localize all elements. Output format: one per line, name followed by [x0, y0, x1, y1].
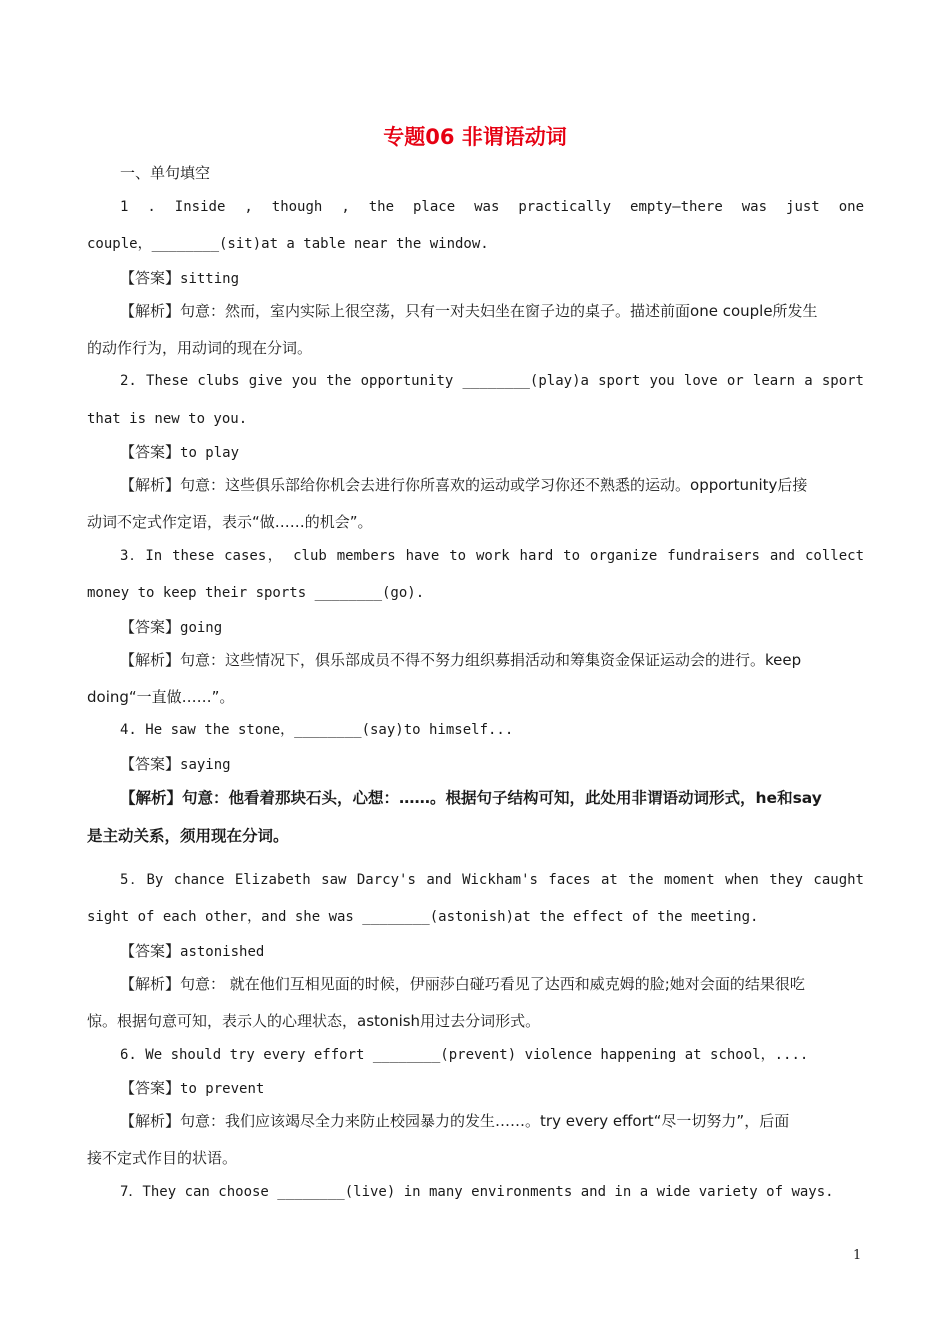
q6-analysis-line2: 接不定式作目的状语。	[87, 1149, 238, 1167]
analysis-label: 【解析】	[120, 476, 181, 494]
answer-value: going	[180, 620, 223, 636]
q4-text-line1: 4. He saw the stone，________(say)to himself...	[120, 722, 514, 738]
analysis-text: 句意：我们应该竭尽全力来防止校园暴力的发生……。try every effort“尽一切努力”，后面	[180, 1112, 790, 1130]
answer-label: 【答案】	[120, 1079, 181, 1097]
analysis-label: 【解析】	[120, 651, 181, 669]
page-number: 1	[853, 1248, 862, 1263]
q5-answer	[120, 940, 264, 963]
q3-answer	[120, 616, 222, 639]
q5-text-line1: 5．By chance Elizabeth saw Darcy's and Wickham's faces at the moment when they caught	[120, 872, 864, 888]
analysis-text: 句意：他看着那块石头，心想：……。根据句子结构可知，此处用非谓语动词形式，he和say	[182, 789, 822, 807]
answer-value: sitting	[180, 271, 240, 287]
answer-label: 【答案】	[120, 269, 181, 287]
q6-answer	[120, 1077, 264, 1100]
q1-answer	[120, 267, 239, 290]
q1-text-line2: couple，________(sit)at a table near the window.	[87, 236, 489, 252]
q4-analysis-line2: 是主动关系，须用现在分词。	[87, 827, 289, 845]
q2-answer	[120, 441, 239, 464]
q1-text-line1: 1 . Inside , though , the place was practically empty—there was just one	[120, 199, 864, 215]
q6-analysis-line1	[120, 1110, 789, 1133]
analysis-label: 【解析】	[120, 789, 183, 807]
q4-answer	[120, 753, 231, 776]
answer-value: to prevent	[180, 1081, 265, 1097]
analysis-text: 句意：然而，室内实际上很空荡，只有一对夫妇坐在窗子边的桌子。描述前面one couple所发生	[180, 302, 818, 320]
page-title: 专题06 非谓语动词	[383, 125, 567, 149]
analysis-text: 句意： 就在他们互相见面的时候，伊丽莎白碰巧看见了达西和威克姆的脸;她对会面的结果很吃	[180, 975, 805, 993]
q3-text-line2: money to keep their sports ________(go).	[87, 585, 425, 601]
q2-analysis-line1	[120, 474, 807, 497]
analysis-text: 句意：这些情况下，俱乐部成员不得不努力组织募捐活动和筹集资金保证运动会的进行。keep	[180, 651, 802, 669]
answer-label: 【答案】	[120, 443, 181, 461]
q2-text-line1: 2. These clubs give you the opportunity ________(play)a sport you love or learn a sport	[120, 373, 864, 389]
q2-text-line2: that is new to you.	[87, 411, 248, 427]
answer-label: 【答案】	[120, 942, 181, 960]
q4-analysis-line1	[120, 787, 822, 810]
analysis-label: 【解析】	[120, 302, 181, 320]
answer-value: saying	[180, 757, 231, 773]
section-heading: 一、单句填空	[120, 164, 211, 182]
q1-analysis-line1	[120, 300, 818, 323]
q6-text-line1: 6. We should try every effort ________(prevent) violence happening at school，....	[120, 1047, 809, 1063]
q3-analysis-line1	[120, 649, 801, 672]
q5-text-line2: sight of each other，and she was ________(astonish)at the effect of the meeting.	[87, 909, 759, 925]
q2-analysis-line2: 动词不定式作定语，表示“做……的机会”。	[87, 513, 373, 531]
answer-label: 【答案】	[120, 618, 181, 636]
analysis-text: 句意：这些俱乐部给你机会去进行你所喜欢的运动或学习你还不熟悉的运动。opportunity后接	[180, 476, 808, 494]
q5-analysis-line2: 惊。根据句意可知，表示人的心理状态，astonish用过去分词形式。	[87, 1012, 541, 1030]
answer-label: 【答案】	[120, 755, 181, 773]
q7-text-line1: 7．They can choose ________(live) in many environments and in a wide variety of ways.	[120, 1184, 834, 1200]
answer-value: to play	[180, 445, 240, 461]
q3-analysis-line2: doing“一直做……”。	[87, 688, 235, 706]
analysis-label: 【解析】	[120, 975, 181, 993]
answer-value: astonished	[180, 944, 265, 960]
q3-text-line1: 3．In these cases， club members have to work hard to organize fundraisers and collect	[120, 548, 864, 564]
analysis-label: 【解析】	[120, 1112, 181, 1130]
q5-analysis-line1	[120, 973, 805, 996]
q1-analysis-line2: 的动作行为，用动词的现在分词。	[87, 339, 313, 357]
